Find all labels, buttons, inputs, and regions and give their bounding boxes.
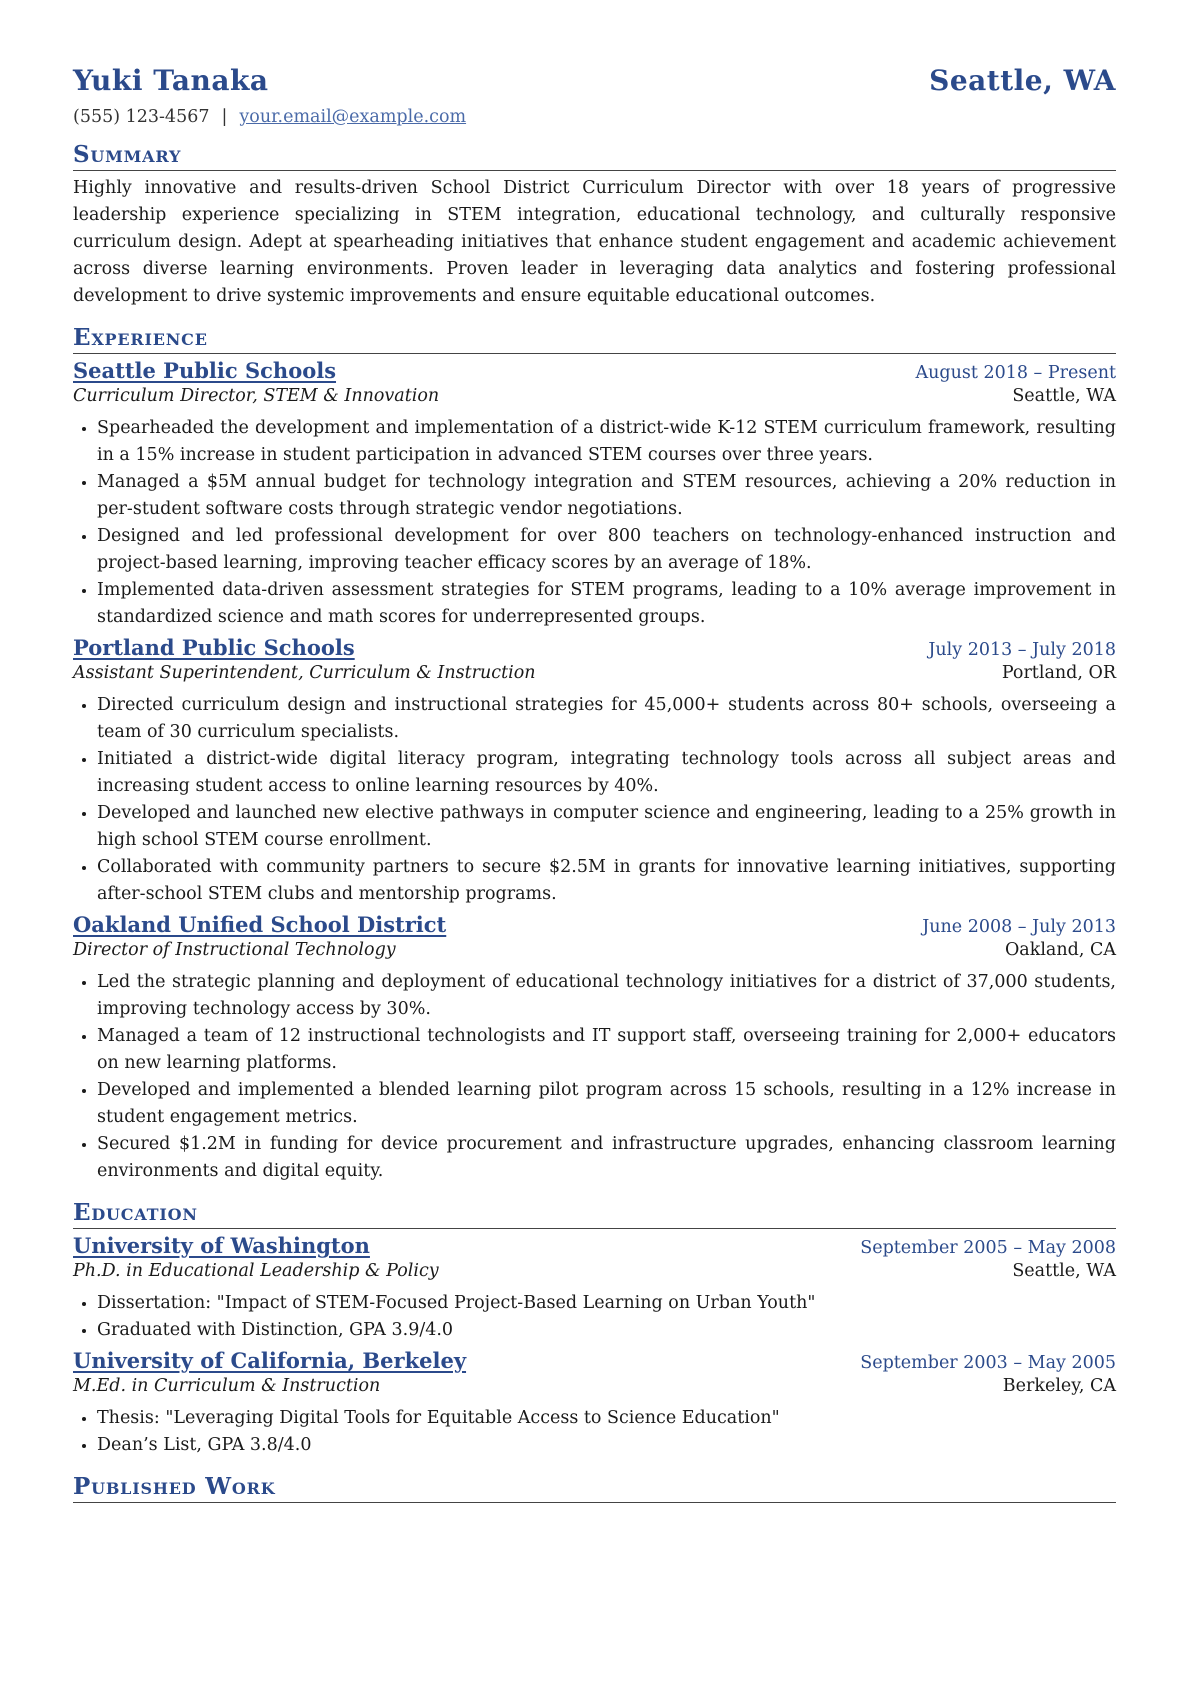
job-location: Portland, OR bbox=[1001, 663, 1116, 683]
education-detail-list bbox=[73, 1405, 1116, 1459]
degree: Ph.D. in Educational Leadership & Policy bbox=[73, 1261, 439, 1281]
candidate-name: Yuki Tanaka bbox=[73, 64, 269, 97]
employment-dates: July 2013 – July 2018 bbox=[928, 640, 1116, 660]
education-detail-item: • Thesis: "Leveraging Digital Tools for Equitable Access to Science Education" bbox=[97, 1405, 1116, 1432]
education-heading: Education bbox=[73, 1199, 1116, 1229]
school-location: Seattle, WA bbox=[1012, 1261, 1116, 1281]
contact-line bbox=[73, 107, 1116, 127]
study-dates: September 2005 – May 2008 bbox=[860, 1238, 1116, 1258]
experience-entry bbox=[73, 635, 1116, 908]
employment-dates: June 2008 – July 2013 bbox=[922, 917, 1116, 937]
job-title: Director of Instructional Technology bbox=[73, 940, 396, 960]
experience-entry bbox=[73, 358, 1116, 631]
published-work-heading: Published Work bbox=[73, 1473, 1116, 1503]
achievement-item: • Managed a team of 12 instructional technologists and IT support staff, overseeing training for 2,000+ educators on new learning platforms. bbox=[97, 1023, 1116, 1077]
employer-name: Oakland Unified School District bbox=[73, 912, 447, 937]
job-location: Oakland, CA bbox=[1004, 940, 1116, 960]
summary-text: Highly innovative and results-driven School District Curriculum Director with over 18 years of progressive leadership experience specializing in STEM integration, educational technology, and culturally responsive curriculum design. Adept at spearheading initiatives that enhance student engagement and academic achievement across diverse learning environments. Proven leader in leveraging data analytics and fostering professional development to drive systemic improvements and ensure equitable educational outcomes. bbox=[73, 178, 1116, 306]
experience-entry bbox=[73, 912, 1116, 1185]
achievement-item: • Developed and launched new elective pathways in computer science and engineering, leading to a 25% growth in high school STEM course enrollment. bbox=[97, 800, 1116, 854]
achievement-item: • Designed and led professional development for over 800 teachers on technology-enhanced instruction and project-based learning, improving teacher efficacy scores by an average of 18%. bbox=[97, 523, 1116, 577]
education-detail-list bbox=[73, 1290, 1116, 1344]
achievement-list bbox=[73, 415, 1116, 631]
phone-number: (555) 123-4567 bbox=[73, 107, 210, 127]
job-location: Seattle, WA bbox=[1012, 386, 1116, 406]
achievement-item: • Secured $1.2M in funding for device procurement and infrastructure upgrades, enhancing classroom learning environments and digital equity. bbox=[97, 1131, 1116, 1185]
achievement-item: • Directed curriculum design and instructional strategies for 45,000+ students across 80+ schools, overseeing a team of 30 curriculum specialists. bbox=[97, 692, 1116, 746]
achievement-item: • Collaborated with community partners to secure $2.5M in grants for innovative learning initiatives, supporting after-school STEM clubs and mentorship programs. bbox=[97, 854, 1116, 908]
education-entry bbox=[73, 1233, 1116, 1344]
achievement-item: • Spearheaded the development and implementation of a district-wide K-12 STEM curriculum framework, resulting in a 15% increase in student participation in advanced STEM courses over three years. bbox=[97, 415, 1116, 469]
education-detail-item: • Graduated with Distinction, GPA 3.9/4.0 bbox=[97, 1317, 1116, 1344]
summary-heading: Summary bbox=[73, 141, 1116, 171]
achievement-item: • Initiated a district-wide digital literacy program, integrating technology tools across all subject areas and increasing student access to online learning resources by 40%. bbox=[97, 746, 1116, 800]
achievement-list bbox=[73, 969, 1116, 1185]
achievement-item: • Developed and implemented a blended learning pilot program across 15 schools, resulting in a 12% increase in student engagement metrics. bbox=[97, 1077, 1116, 1131]
header bbox=[73, 64, 1116, 97]
school-location: Berkeley, CA bbox=[1002, 1376, 1116, 1396]
study-dates: September 2003 – May 2005 bbox=[860, 1353, 1116, 1373]
job-title: Curriculum Director, STEM & Innovation bbox=[73, 386, 440, 406]
achievement-item: • Managed a $5M annual budget for technology integration and STEM resources, achieving a 20% reduction in per-student software costs through strategic vendor negotiations. bbox=[97, 469, 1116, 523]
employer-name: Portland Public Schools bbox=[73, 635, 355, 660]
experience-heading: Experience bbox=[73, 324, 1116, 354]
job-title: Assistant Superintendent, Curriculum & Instruction bbox=[73, 663, 536, 683]
employment-dates: August 2018 – Present bbox=[915, 363, 1116, 383]
degree: M.Ed. in Curriculum & Instruction bbox=[73, 1376, 381, 1396]
education-detail-item: • Dean’s List, GPA 3.8/4.0 bbox=[97, 1432, 1116, 1459]
candidate-location: Seattle, WA bbox=[929, 64, 1116, 97]
education-entry bbox=[73, 1348, 1116, 1459]
achievement-list bbox=[73, 692, 1116, 908]
contact-separator: | bbox=[221, 107, 228, 127]
school-name: University of Washington bbox=[73, 1233, 370, 1258]
achievement-item: • Led the strategic planning and deployment of educational technology initiatives for a district of 37,000 students, improving technology access by 30%. bbox=[97, 969, 1116, 1023]
email-link[interactable]: your.email@example.com bbox=[239, 107, 467, 127]
employer-name: Seattle Public Schools bbox=[73, 358, 337, 383]
education-detail-item: • Dissertation: "Impact of STEM-Focused Project-Based Learning on Urban Youth" bbox=[97, 1290, 1116, 1317]
achievement-item: • Implemented data-driven assessment strategies for STEM programs, leading to a 10% average improvement in standardized science and math scores for underrepresented groups. bbox=[97, 577, 1116, 631]
school-name: University of California, Berkeley bbox=[73, 1348, 467, 1373]
